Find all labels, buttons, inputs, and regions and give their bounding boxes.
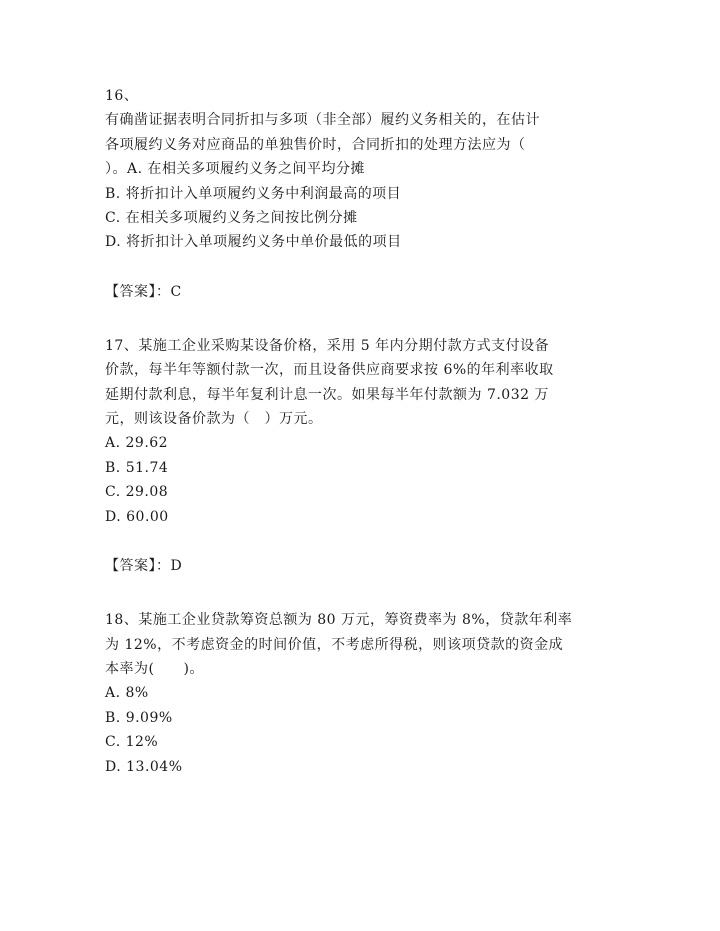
option-a: A. 8% (105, 685, 149, 702)
option-b: B. 将折扣计入单项履约义务中利润最高的项目 (105, 185, 402, 202)
question-number: 16、 (105, 88, 139, 104)
question-stem-line: 延期付款利息，每半年复利计息一次。如果每半年付款额为 7.032 万 (105, 386, 549, 403)
question-stem-line: 有确凿证据表明合同折扣与多项（非全部）履约义务相关的，在估计 (105, 112, 540, 129)
question-stem-line: 各项履约义务对应商品的单独售价时，合同折扣的处理方法应为（ (105, 136, 526, 153)
option-d: D. 60.00 (105, 508, 169, 525)
question-stem-line: 元，则该设备价款为（ ）万元。 (105, 411, 323, 428)
spacer (105, 578, 625, 608)
spacer (105, 255, 625, 280)
question-stem-line: 本率为( )。 (105, 660, 204, 677)
question-17 (105, 334, 625, 529)
question-stem-line: 18、某施工企业贷款筹资总额为 80 万元，筹资费率为 8%，贷款年利率 (105, 612, 573, 629)
option-d: D. 13.04% (105, 758, 183, 775)
option-d: D. 将折扣计入单项履约义务中单价最低的项目 (105, 234, 402, 251)
question-stem-line: 价款，每半年等额付款一次，而且设备供应商要求按 6%的年利率收取 (105, 362, 554, 379)
question-16 (105, 84, 625, 255)
option-a: A. 29.62 (105, 435, 169, 452)
document-page (105, 84, 625, 779)
option-b: B. 9.09% (105, 709, 173, 726)
answer-16: 【答案】：C (105, 283, 182, 300)
option-c: C. 29.08 (105, 484, 169, 501)
option-c: C. 在相关多项履约义务之间按比例分摊 (105, 210, 358, 227)
spacer (105, 304, 625, 334)
option-b: B. 51.74 (105, 459, 169, 476)
question-stem-line: 17、某施工企业采购某设备价格，采用 5 年内分期付款方式支付设备 (105, 337, 550, 354)
question-18 (105, 608, 625, 779)
option-a-line: ）。A. 在相关多项履约义务之间平均分摊 (105, 161, 366, 178)
option-c: C. 12% (105, 734, 159, 751)
answer-17: 【答案】：D (105, 558, 183, 575)
question-stem-line: 为 12%，不考虑资金的时间价值，不考虑所得税，则该项贷款的资金成 (105, 636, 564, 653)
spacer (105, 529, 625, 554)
